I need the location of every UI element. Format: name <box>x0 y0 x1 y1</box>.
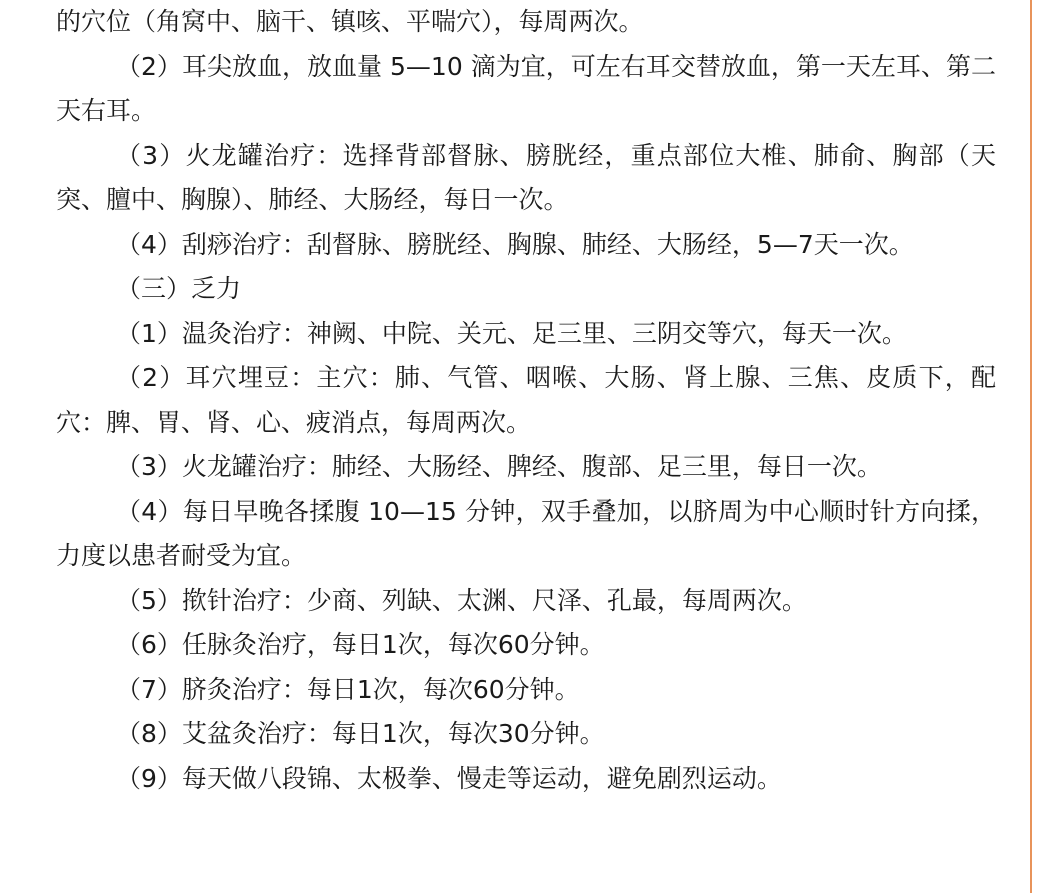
page-border-accent <box>1030 0 1032 893</box>
paragraph-exercise: （9）每天做八段锦、太极拳、慢走等运动，避免剧烈运动。 <box>116 763 782 793</box>
paragraph-fire-dragon-cupping-2: （3）火龙罐治疗：肺经、大肠经、脾经、腹部、足三里，每日一次。 <box>116 452 882 481</box>
paragraph-moxa-basin: （8）艾盆灸治疗：每日1次，每次30分钟。 <box>116 719 605 748</box>
paragraph-acupoints-continued: 的穴位（角窝中、脑干、镇咳、平喘穴），每周两次。 <box>56 7 644 36</box>
paragraph-abdominal-massage: （4）每日早晚各揉腹 10—15 分钟，双手叠加，以脐周为中心顺时针方向揉，力度以患者耐受为宜。 <box>56 496 996 570</box>
paragraph-ear-tip-bloodletting: （2）耳尖放血，放血量 5—10 滴为宜，可左右耳交替放血，第一天左耳、第二天右耳。 <box>56 51 996 125</box>
section-heading-fatigue: （三）乏力 <box>116 274 242 303</box>
paragraph-press-needle: （5）揿针治疗：少商、列缺、太渊、尺泽、孔最，每周两次。 <box>116 585 807 615</box>
paragraph-fire-dragon-cupping-1: （3）火龙罐治疗：选择背部督脉、膀胱经，重点部位大椎、肺俞、胸部（天突、膻中、胸腺）、肺经、大肠经，每日一次。 <box>56 140 996 214</box>
paragraph-ren-meridian-moxibustion: （6）任脉灸治疗，每日1次，每次60分钟。 <box>116 630 605 659</box>
paragraph-navel-moxibustion: （7）脐灸治疗：每日1次，每次60分钟。 <box>116 674 580 704</box>
paragraph-warm-moxibustion: （1）温灸治疗：神阙、中院、关元、足三里、三阴交等穴，每天一次。 <box>116 318 907 348</box>
paragraph-ear-seed-pressing: （2）耳穴埋豆：主穴：肺、气管、咽喉、大肠、肾上腺、三焦、皮质下，配穴：脾、胃、肾、心、疲消点，每周两次。 <box>56 363 996 437</box>
paragraph-gua-sha: （4）刮痧治疗：刮督脉、膀胱经、胸腺、肺经、大肠经，5—7天一次。 <box>116 229 914 259</box>
document-body <box>56 0 996 801</box>
